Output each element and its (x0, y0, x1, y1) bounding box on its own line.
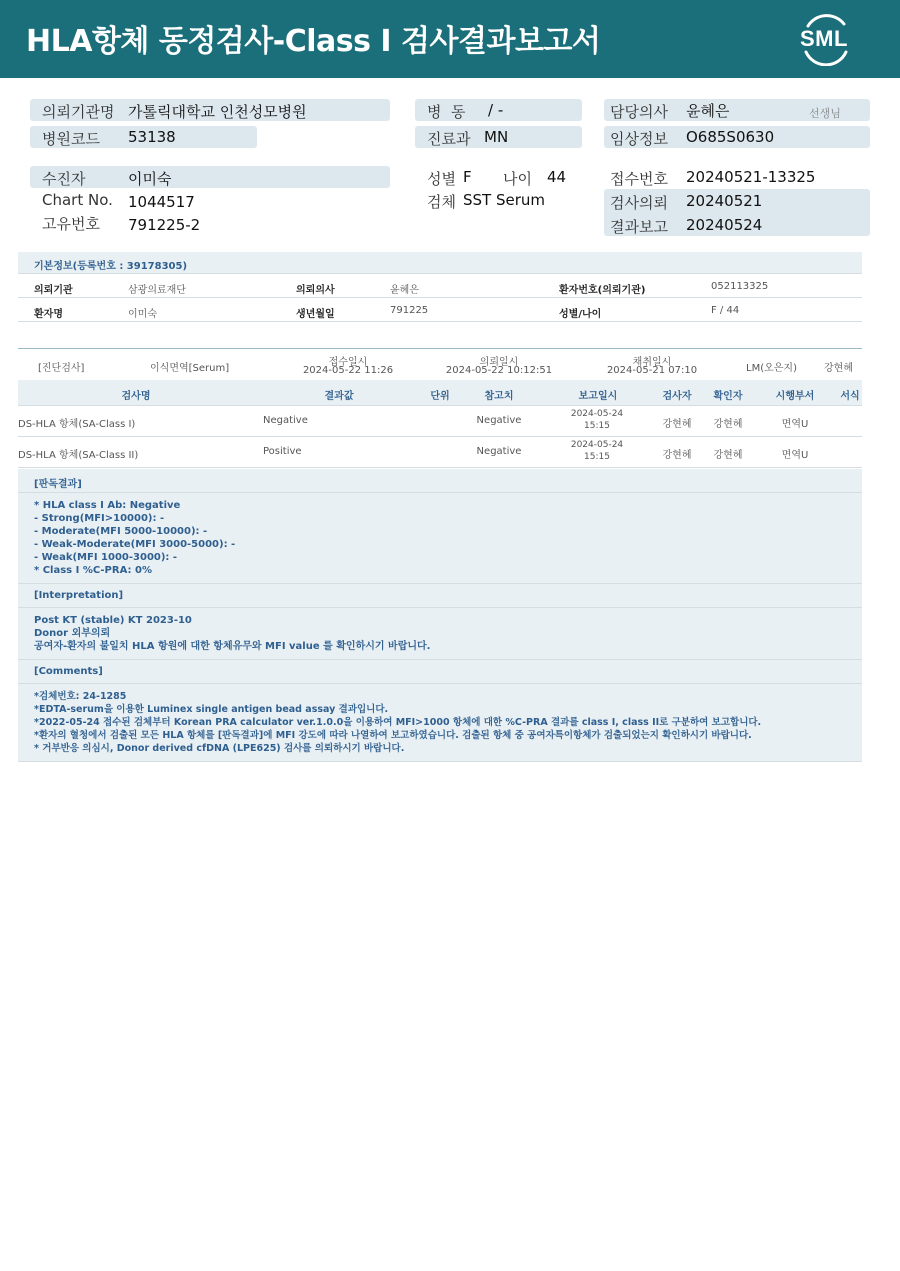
section-body-reading (18, 493, 862, 584)
chart-label: Chart No. (42, 191, 113, 209)
section-title-comments: [Comments] (18, 660, 862, 684)
section-line: * Class I %C-PRA: 0% (34, 565, 152, 576)
basic-key: 환자명 (34, 309, 63, 320)
unique-value: 791225-2 (128, 216, 201, 234)
basic-key: 의뢰기관 (34, 285, 73, 296)
logo-text: SML (800, 26, 848, 51)
basic-key: 생년월일 (296, 309, 335, 320)
dept-value: MN (484, 128, 509, 146)
request-value: 20240521 (686, 192, 763, 210)
age-value: 44 (547, 168, 567, 186)
basic-key: 의뢰의사 (296, 285, 335, 296)
basic-value: 삼광의료재단 (128, 285, 186, 296)
basic-key: 환자번호(의뢰기관) (559, 285, 646, 296)
col-header: 참고치 (484, 391, 514, 402)
basic-info-title: 기본정보(등록번호 : 39178305) (18, 252, 862, 274)
section-line: - Weak-Moderate(MFI 3000-5000): - (34, 539, 236, 550)
patient-label: 수진자 (42, 170, 86, 188)
receipt-value: 20240521-13325 (686, 168, 816, 186)
col-header: 검사명 (121, 391, 151, 402)
col-header: 결과값 (324, 391, 354, 402)
report-label: 결과보고 (610, 218, 668, 236)
section-line: * HLA class I Ab: Negative (34, 500, 181, 511)
basic-value: F / 44 (711, 305, 740, 316)
test-ref: Negative (476, 415, 522, 426)
specimen-value: SST Serum (463, 191, 546, 209)
tester-name: 강현혜 (824, 363, 853, 374)
results-table (18, 348, 862, 468)
collect-time: 2024-05-21 07:10 (606, 365, 698, 376)
request-label: 검사의뢰 (610, 194, 668, 212)
sex-label: 성별 (427, 170, 456, 188)
section-body-comments (18, 684, 862, 762)
test-result: Positive (263, 446, 302, 457)
diagnosis-label: [진단검사] (38, 363, 85, 374)
basic-key: 성별/나이 (559, 309, 602, 320)
col-header: 확인자 (713, 391, 743, 402)
test-tester: 강현혜 (662, 419, 692, 430)
test-dept: 면역U (781, 450, 809, 461)
diagnosis-row (18, 348, 862, 380)
test-ref: Negative (476, 446, 522, 457)
section-line: - Weak(MFI 1000-3000): - (34, 552, 178, 563)
section-line: *2022-05-24 접수된 검체부터 Korean PRA calculator ver.1.0.0을 이용하여 MFI>1000 항체에 대한 %C-PRA 결과를 class I, class II로 구분하여 보고합니다. (34, 717, 762, 728)
doctor-label: 담당의사 (610, 103, 668, 121)
basic-info-table (18, 252, 862, 322)
request-time: 2024-05-22 10:12:51 (445, 365, 553, 376)
hospital-code-value: 53138 (128, 128, 176, 146)
hospital-code-label: 병원코드 (42, 130, 100, 148)
table-row (18, 298, 862, 322)
basic-value: 052113325 (711, 281, 769, 292)
results-header (18, 380, 862, 406)
test-name: DS-HLA 항체(SA-Class II) (18, 450, 139, 461)
report-value: 20240524 (686, 216, 763, 234)
table-row (18, 437, 862, 468)
age-label: 나이 (503, 170, 532, 188)
section-title-reading: [판독결과] (18, 469, 862, 493)
table-row (18, 406, 862, 437)
col-header: 서식 (840, 391, 860, 402)
section-body-interpretation (18, 608, 862, 660)
lm-name: LM(오은지) (746, 363, 797, 374)
test-dept: 면역U (781, 419, 809, 430)
chart-value: 1044517 (128, 193, 195, 211)
col-header: 단위 (430, 391, 450, 402)
test-result: Negative (263, 415, 308, 426)
institution-value: 가톨릭대학교 인천성모병원 (128, 103, 307, 121)
specimen-label: 검체 (427, 193, 456, 211)
section-line: 공여자-환자의 불일치 HLA 항원에 대한 항체유무와 MFI value 를 확인하시기 바랍니다. (34, 641, 431, 652)
section-title-interpretation: [Interpretation] (18, 584, 862, 608)
test-report-time: 15:15 (584, 421, 610, 431)
doctor-suffix: 선생님 (809, 107, 841, 120)
basic-value: 이미숙 (128, 309, 157, 320)
section-line: *환자의 혈청에서 검출된 모든 HLA 항체를 [판독결과]에 MFI 강도에 따라 나열하여 보고하였습니다. 검출된 항체 중 공여자특이항체가 검출되었는지 확인하시기 바랍니다. (34, 730, 752, 741)
basic-value: 윤혜은 (390, 285, 419, 296)
basic-value: 791225 (390, 305, 429, 316)
col-header: 검사자 (662, 391, 692, 402)
col-header: 보고일시 (578, 391, 618, 402)
report-sections (18, 469, 862, 762)
clinical-label: 임상정보 (610, 130, 668, 148)
test-report-date: 2024-05-24 (570, 409, 624, 419)
dept-label: 진료과 (427, 130, 471, 148)
section-line: *검체번호: 24-1285 (34, 691, 127, 702)
report-header (0, 0, 900, 78)
doctor-value: 윤혜은 (686, 102, 730, 120)
test-name: DS-HLA 항체(SA-Class I) (18, 419, 136, 430)
section-line: Donor 외부의뢰 (34, 628, 111, 639)
test-tester: 강현혜 (662, 450, 692, 461)
unique-label: 고유번호 (42, 215, 100, 233)
test-checker: 강현혜 (713, 450, 743, 461)
test-report-time: 15:15 (584, 452, 610, 462)
clinical-value: O685S0630 (686, 128, 775, 146)
institution-label: 의뢰기관명 (42, 103, 115, 121)
patient-value: 이미숙 (128, 170, 172, 188)
collect-title: 채취일시 (632, 357, 672, 368)
section-line: Post KT (stable) KT 2023-10 (34, 615, 192, 626)
section-line: * 거부반응 의심시, Donor derived cfDNA (LPE625) 검사를 의뢰하시기 바랍니다. (34, 743, 405, 754)
section-line: - Moderate(MFI 5000-10000): - (34, 526, 208, 537)
sex-value: F (463, 168, 472, 186)
table-row (18, 274, 862, 298)
receipt-title: 접수일시 (328, 357, 368, 368)
ward-value: / - (488, 101, 504, 119)
section-line: - Strong(MFI>10000): - (34, 513, 165, 524)
request-title: 의뢰일시 (479, 357, 519, 368)
col-header: 시행부서 (775, 391, 815, 402)
test-report-date: 2024-05-24 (570, 440, 624, 450)
sml-logo-icon (796, 12, 856, 66)
test-checker: 강현혜 (713, 419, 743, 430)
report-title: HLA항체 동정검사-Class Ⅰ 검사결과보고서 (26, 24, 601, 59)
receipt-label: 접수번호 (610, 170, 668, 188)
diagnosis-dept: 이식면역[Serum] (150, 363, 230, 374)
ward-label: 병 동 (427, 103, 466, 121)
receipt-time: 2024-05-22 11:26 (302, 365, 394, 376)
section-line: *EDTA-serum을 이용한 Luminex single antigen bead assay 결과입니다. (34, 704, 389, 715)
